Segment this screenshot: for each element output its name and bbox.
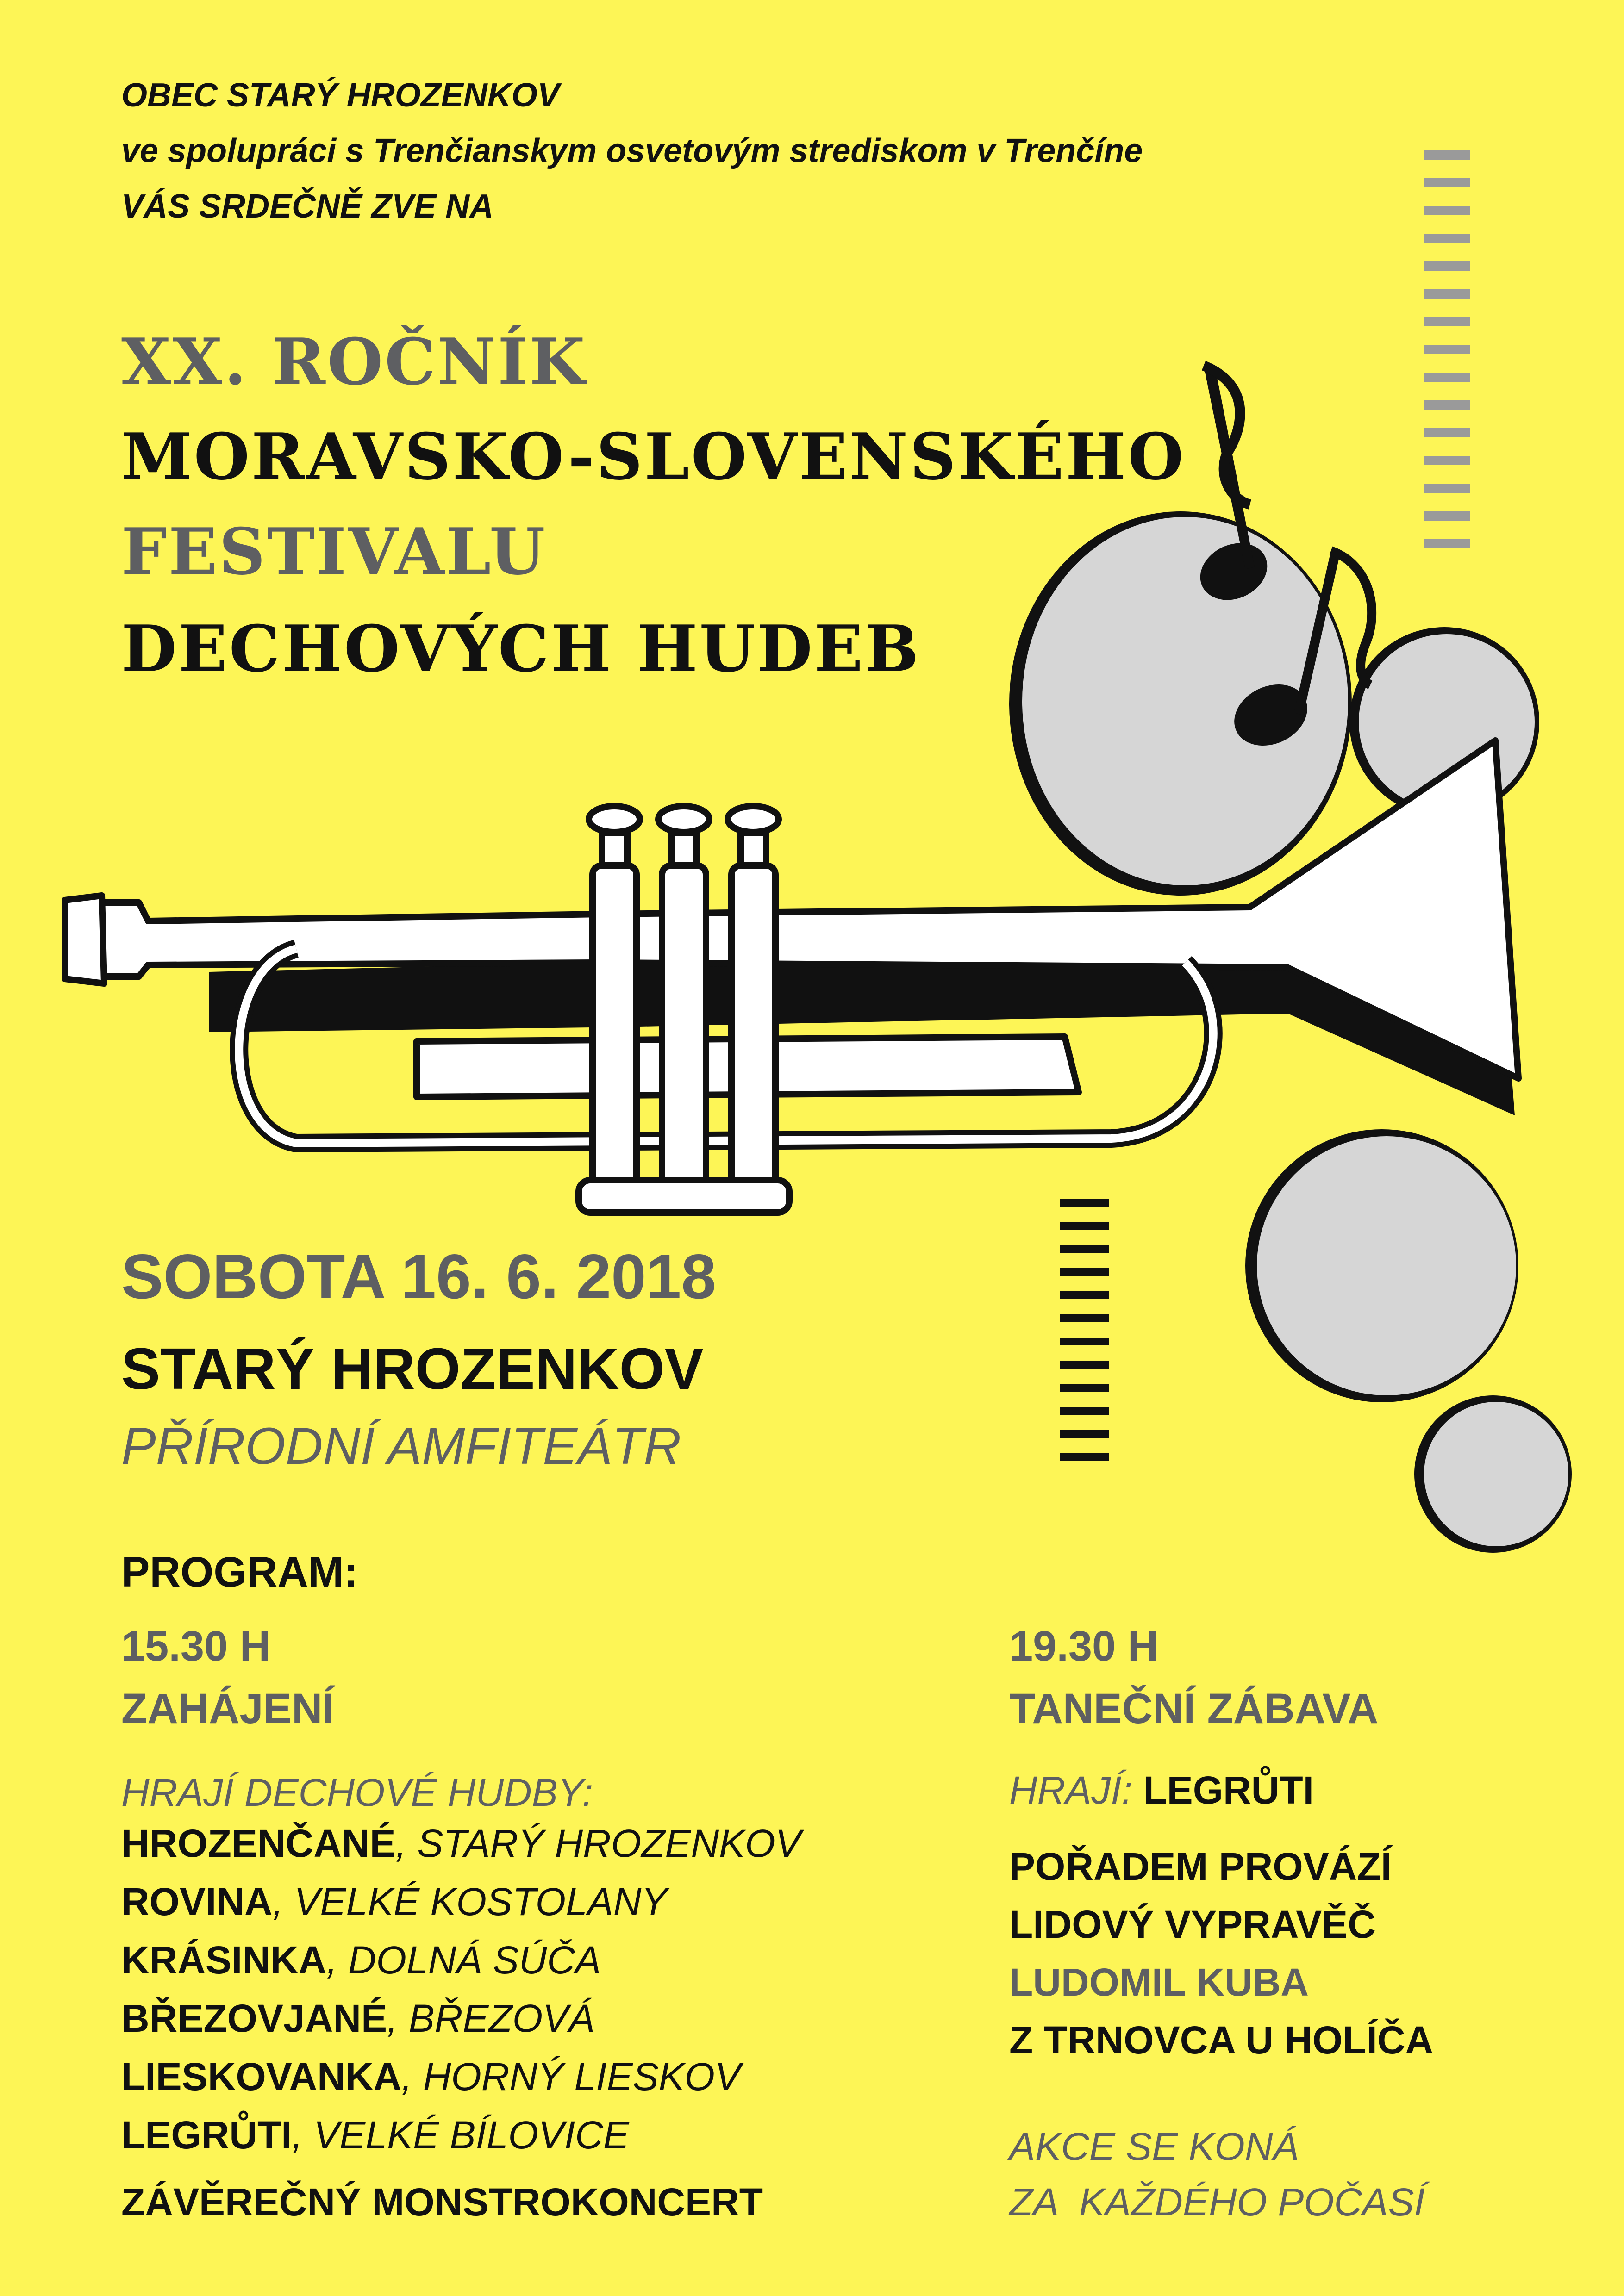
list-item: KRÁSINKA, DOLNÁ SÚČA — [121, 1938, 601, 1982]
list-item: ROVINA, VELKÉ KOSTOLANY — [121, 1880, 668, 1923]
dance-band-line — [1009, 1768, 1314, 1813]
bands-intro: HRAJÍ DECHOVÉ HUDBY: — [121, 1771, 593, 1814]
band-list — [121, 1814, 801, 2164]
host-origin: Z TRNOVCA U HOLÍČA — [1009, 2018, 1434, 2062]
edition-title: XX. ROČNÍK — [121, 324, 587, 399]
opening-time: 15.30 H — [121, 1623, 271, 1670]
list-item: LIESKOVANKA, HORNÝ LIESKOV — [121, 2055, 741, 2098]
festival-title-line-4: DECHOVÝCH HUDEB — [121, 611, 921, 686]
list-item: LEGRŮTI, VELKÉ BÍLOVICE — [121, 2113, 629, 2157]
invitation-line: VÁS SRDEČNĚ ZVE NA — [121, 188, 494, 225]
weather-note-line-2: ZA KAŽDÉHO POČASÍ — [1009, 2180, 1425, 2224]
black-stripes-decoration — [1060, 1199, 1109, 1461]
event-venue: PŘÍRODNÍ AMFITEÁTR — [121, 1417, 681, 1475]
dance-time: 19.30 H — [1009, 1623, 1159, 1670]
host-name: LUDOMIL KUBA — [1009, 1960, 1309, 2004]
organizer-name: OBEC STARÝ HROZENKOV — [121, 77, 560, 114]
list-item: BŘEZOVJANÉ, BŘEZOVÁ — [121, 1997, 595, 2040]
weather-note-line-1: AKCE SE KONÁ — [1009, 2125, 1299, 2168]
festival-title-line-2: MORAVSKO-SLOVENSKÉHO — [121, 419, 1186, 494]
dance-name: TANEČNÍ ZÁBAVA — [1009, 1685, 1379, 1732]
opening-name: ZAHÁJENÍ — [121, 1685, 335, 1732]
grey-stripes-decoration — [1424, 150, 1470, 548]
event-date: SOBOTA 16. 6. 2018 — [121, 1241, 717, 1312]
list-item: HROZENČANÉ, STARÝ HROZENKOV — [121, 1822, 801, 1865]
program-heading: PROGRAM: — [121, 1549, 358, 1596]
finale-concert: ZÁVĚREČNÝ MONSTROKONCERT — [121, 2180, 763, 2224]
dance-band: LEGRŮTI — [1132, 1768, 1314, 1812]
event-place: STARÝ HROZENKOV — [121, 1336, 704, 1401]
host-line-2: LIDOVÝ VYPRAVĚČ — [1009, 1903, 1376, 1946]
host-line-1: POŘADEM PROVÁZÍ — [1009, 1845, 1392, 1888]
cooperation-line: ve spolupráci s Trenčianskym osvetovým strediskom v Trenčíne — [121, 132, 1143, 169]
plays-label: HRAJÍ: — [1009, 1768, 1133, 1812]
festival-title-line-3: FESTIVALU — [121, 514, 547, 589]
